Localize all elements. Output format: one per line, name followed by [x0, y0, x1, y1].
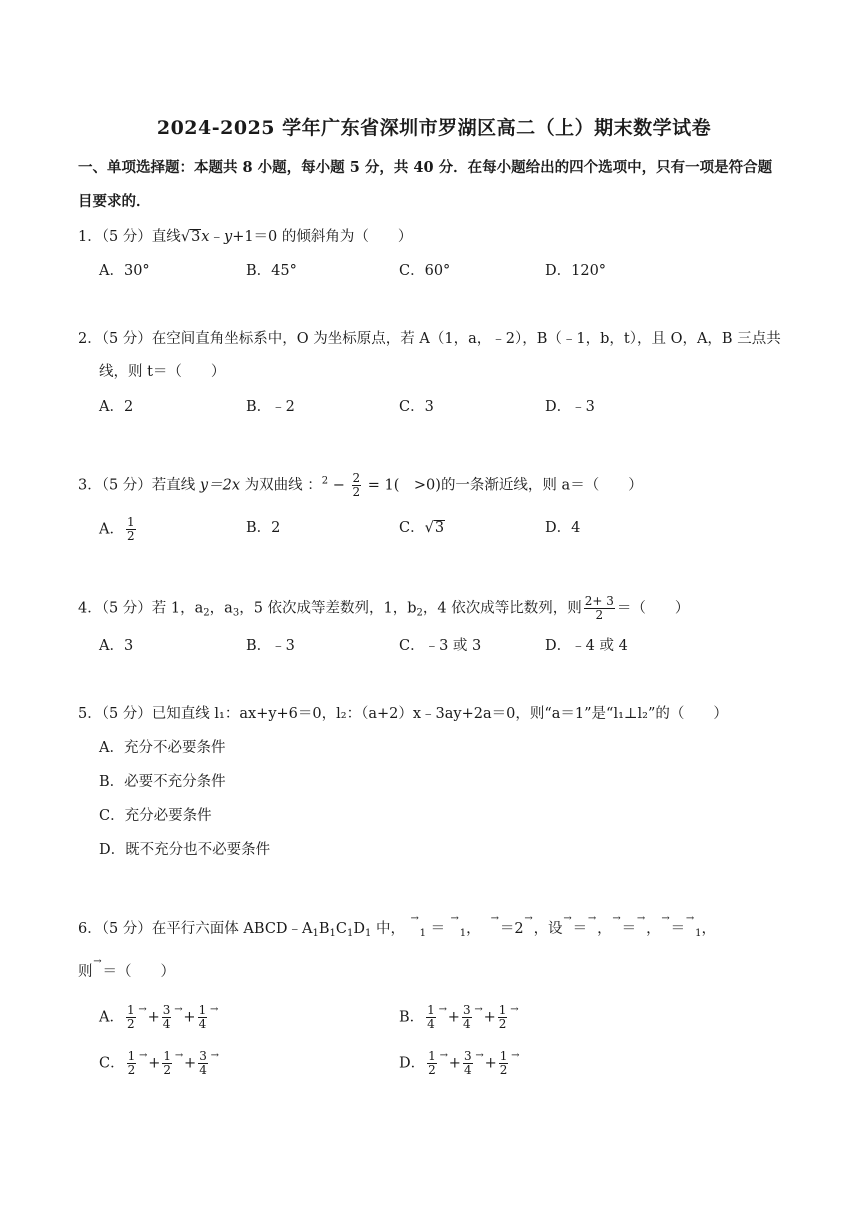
q6-c-t3-num: 3: [199, 1049, 207, 1063]
q3-prefix: 3．（5 分）若直线: [78, 477, 200, 494]
q6-sub-last: 1: [695, 928, 702, 939]
q5-option-c: C．充分必要条件: [99, 808, 212, 824]
q3-eq-tail: = 1( >0): [363, 477, 441, 494]
vector-arrow: [563, 919, 573, 939]
q6-sub-c1: 1: [347, 928, 354, 939]
question-3-stem: [78, 472, 643, 499]
q3-option-a: [99, 516, 138, 543]
q6-mid: 中，: [371, 921, 406, 937]
q6-eq-a: ＝: [572, 921, 588, 937]
vector-arrow: [410, 919, 420, 939]
question-4-stem: [78, 595, 689, 622]
vector-arrow: [174, 1054, 184, 1074]
vector-arrow: [438, 1008, 448, 1028]
q6-option-d: [399, 1050, 520, 1077]
page-title: 2024-2025 学年广东省深圳市罗湖区高二（上）期末数学试卷: [156, 117, 712, 139]
q2-option-d: D．﹣3: [545, 399, 595, 415]
vector-arrow: [93, 962, 103, 982]
q4-mid3: ，4 依次成等比数列，则: [422, 600, 582, 617]
q6-d-t1-num: 1: [428, 1049, 436, 1063]
q4-option-a: A．3: [99, 638, 134, 654]
question-6-line2: [78, 962, 175, 982]
q6-sub-a1: 1: [312, 928, 319, 939]
q4-sub-a2: 2: [203, 607, 210, 619]
q2-option-c: C．3: [399, 399, 434, 415]
plus-sign: +: [147, 1009, 160, 1026]
vector-arrow: [587, 919, 597, 939]
q6-a-t2-num: 3: [162, 1003, 171, 1017]
sqrt-symbol: √: [180, 229, 191, 245]
q1-option-b: B．45°: [246, 263, 297, 279]
q6-eq-b: ＝: [621, 921, 637, 937]
q4-fraction-num: 2+ 3: [584, 594, 614, 608]
plus-sign: +: [447, 1009, 460, 1026]
q1-option-c: C．60°: [399, 263, 451, 279]
q2-option-b: B．﹣2: [246, 399, 295, 415]
q6-c-t2: [162, 1050, 172, 1077]
vector-arrow: [685, 919, 695, 939]
q6-b-t3: [498, 1004, 508, 1031]
q1-var-x: x: [201, 229, 210, 245]
question-1-stem: [78, 227, 412, 247]
q6-option-b: [399, 1004, 519, 1031]
vector-arrow: [475, 1054, 485, 1074]
vector-arrow: [510, 1054, 520, 1074]
vector-arrow: [173, 1008, 183, 1028]
q4-fraction: [584, 595, 615, 622]
q6-c-t1-den: 2: [127, 1063, 136, 1077]
q6-option-c-label: C．: [99, 1055, 125, 1072]
q3-option-d: D．4: [545, 520, 581, 536]
q6-d-t2-den: 4: [463, 1063, 472, 1077]
q3-suffix: 的一条渐近线，则 a＝（ ）: [440, 477, 643, 494]
q6-option-a: [99, 1004, 219, 1031]
q1-option-a: A．30°: [99, 263, 150, 279]
q6-vec-comma: ，: [466, 921, 481, 937]
plus-sign: +: [184, 1055, 197, 1072]
question-2-line2: 线，则 t＝（ ）: [99, 364, 226, 380]
q6-b-t2: [462, 1004, 472, 1031]
q3-line-eq: y＝2x: [199, 477, 241, 494]
q6-line2: 则: [78, 964, 93, 980]
vector-arrow: [209, 1008, 219, 1028]
q6-vec-sub2: 1: [459, 928, 467, 939]
vector-arrow: [636, 919, 646, 939]
q4-prefix: 4．（5 分）若 1，a: [78, 600, 204, 617]
q6-d-t2-num: 3: [463, 1049, 472, 1063]
q6-a-t2-den: 4: [162, 1017, 171, 1031]
q6-b-t2-den: 4: [462, 1017, 471, 1031]
q6-prefix: 6．（5 分）在平行六面体 ABCD﹣A: [78, 921, 313, 937]
question-2-line1: 2．（5 分）在空间直角坐标系中，O 为坐标原点，若 A（1，a，﹣2），B（﹣1，b，t），且 O，A，B 三点共: [78, 331, 781, 347]
q6-a-t1: [126, 1004, 136, 1031]
vector-arrow: [509, 1008, 519, 1028]
q3-option-a-label: A．: [99, 521, 124, 538]
vector-arrow: [450, 919, 460, 939]
q3-mid: 为双曲线 ：: [240, 477, 322, 494]
q6-sub-d1: 1: [365, 928, 372, 939]
vector-arrow: [661, 919, 671, 939]
q6-b: B: [318, 921, 330, 937]
vector-arrow: [524, 919, 534, 939]
q6-option-c: [99, 1050, 220, 1077]
q6-c-t2-num: 1: [163, 1049, 172, 1063]
plus-sign: +: [183, 1009, 196, 1026]
q4-sub-b2: 2: [416, 607, 423, 619]
q6-b-t3-num: 1: [498, 1003, 507, 1017]
q6-d-t3-num: 1: [499, 1049, 508, 1063]
plus-sign: +: [148, 1055, 161, 1072]
q4-mid1: ，a: [209, 600, 233, 617]
q3-option-a-num: 1: [126, 515, 135, 529]
q6-b-t2-num: 3: [462, 1003, 471, 1017]
q6-b-t1: [426, 1004, 436, 1031]
q3-option-c-label: C．: [399, 520, 425, 536]
q6-b-t1-num: 1: [427, 1003, 435, 1017]
sqrt-symbol: √: [424, 520, 434, 536]
vector-arrow: [138, 1008, 148, 1028]
q6-vec-comma2: ，: [597, 921, 612, 937]
section-heading-line1: 一、单项选择题：本题共 8 小题，每小题 5 分，共 40 分．在每小题给出的四个选项中，只有一项是符合题: [78, 159, 773, 176]
vector-arrow: [612, 919, 622, 939]
q4-fraction-den: 2: [595, 608, 604, 622]
q6-vec-eq1: ＝: [426, 921, 450, 937]
plus-sign: +: [483, 1009, 496, 1026]
q6-c: C: [335, 921, 348, 937]
vector-arrow: [490, 919, 500, 939]
q6-c-t3-den: 4: [199, 1063, 207, 1077]
q6-c-t1-num: 1: [127, 1049, 136, 1063]
q6-a-t3: [198, 1004, 208, 1031]
q6-d: D: [353, 921, 366, 937]
section-heading-line2: 目要求的．: [78, 193, 151, 210]
q4-option-c: C．﹣3 或 3: [399, 638, 482, 654]
q6-sub-b1: 1: [329, 928, 336, 939]
q4-option-b: B．﹣3: [246, 638, 295, 654]
q3-square: 2: [321, 475, 329, 487]
q3-option-b: B．2: [246, 520, 281, 536]
q3-fraction: [352, 472, 362, 499]
q6-b-t3-den: 2: [498, 1017, 507, 1031]
q6-a-t1-den: 2: [126, 1017, 135, 1031]
q6-line2-eq: ＝（ ）: [102, 964, 175, 980]
q6-tail: ，: [701, 921, 716, 937]
vector-arrow: [210, 1054, 220, 1074]
q6-d-t2: [463, 1050, 473, 1077]
q6-set: ，设: [533, 921, 563, 937]
q6-option-b-label: B．: [399, 1009, 425, 1026]
q4-mid2: ，5 依次成等差数列，1，b: [239, 600, 417, 617]
q6-c-t3: [198, 1050, 208, 1077]
vector-arrow: [474, 1008, 484, 1028]
q6-vec-eq2: ＝2: [499, 921, 524, 937]
q6-vec-comma3: ，: [646, 921, 661, 937]
q3-option-c-radicand: 3: [434, 520, 445, 536]
q2-option-a: A．2: [99, 399, 134, 415]
q6-d-t3: [499, 1050, 509, 1077]
q6-eq-c: ＝: [670, 921, 686, 937]
plus-sign: +: [448, 1055, 461, 1072]
q4-suffix: ＝（ ）: [616, 600, 690, 617]
q6-d-t1: [427, 1050, 437, 1077]
q3-option-c: [399, 518, 445, 538]
q6-b-t1-den: 4: [427, 1017, 435, 1031]
q1-prefix: 1．（5 分）直线: [78, 229, 181, 245]
q6-a-t1-num: 1: [126, 1003, 135, 1017]
q6-d-t1-den: 2: [428, 1063, 436, 1077]
q4-sub-a3: 3: [232, 607, 240, 619]
q4-option-d: D．﹣4 或 4: [545, 638, 628, 654]
question-6-line1: [78, 919, 716, 939]
q5-option-d: D．既不充分也不必要条件: [99, 842, 271, 858]
q6-a-t3-num: 1: [198, 1003, 207, 1017]
q6-a-t2: [162, 1004, 172, 1031]
q1-option-d: D．120°: [545, 263, 607, 279]
q6-option-d-label: D．: [399, 1055, 426, 1072]
q6-d-t3-den: 2: [499, 1063, 508, 1077]
q3-fraction-num: 2: [352, 471, 361, 485]
q3-minus: −: [328, 477, 350, 494]
plus-sign: +: [484, 1055, 497, 1072]
vector-arrow: [439, 1054, 449, 1074]
q6-option-a-label: A．: [99, 1009, 124, 1026]
section-heading: [78, 151, 792, 219]
q1-mid: ﹣: [209, 229, 224, 245]
q6-a-t3-den: 4: [198, 1017, 207, 1031]
vector-arrow: [138, 1054, 148, 1074]
q3-option-a-fraction: [126, 516, 136, 543]
q1-var-y: y: [223, 229, 233, 245]
q6-c-t2-den: 2: [163, 1063, 172, 1077]
q5-option-a: A．充分不必要条件: [99, 740, 226, 756]
q3-option-a-den: 2: [126, 529, 135, 543]
q3-fraction-den: 2: [352, 485, 361, 499]
q5-option-b: B．必要不充分条件: [99, 774, 226, 790]
question-5-stem: 5．（5 分）已知直线 l₁：ax+y+6＝0，l₂：（a+2）x﹣3ay+2a＝0，则“a＝1”是“l₁⊥l₂”的（ ）: [78, 706, 728, 722]
q6-vec-sub1: 1: [419, 928, 427, 939]
q6-c-t1: [127, 1050, 137, 1077]
q1-suffix: +1＝0 的倾斜角为（ ）: [232, 229, 413, 245]
q1-radicand: 3: [191, 229, 201, 245]
